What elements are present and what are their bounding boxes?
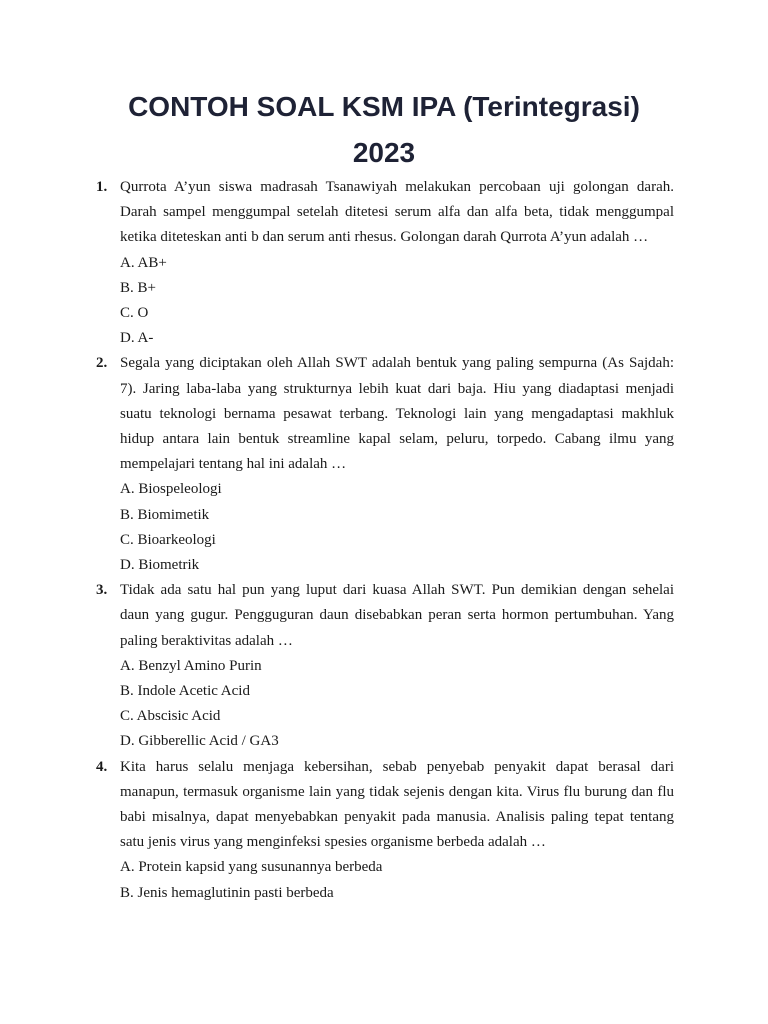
option-b: B. B+ [120,279,156,296]
question-number: 1. [96,179,108,195]
question-text: Segala yang diciptakan oleh Allah SWT adalah bentuk yang paling sempurna (As Sajdah: 7). Jaring laba-laba yang strukturnya lebih kuat dari baja. Hiu yang diadaptasi menjadi suatu teknologi bernama pesawat terbang. Teknologi lain yang mengadaptasi makhluk hidup antara lain bentuk streamline kapal selam, peluru, torpedo. Cabang ilmu yang mempelajari tentang hal ini adalah … [120,355,674,473]
question-1 [96,175,674,351]
question-number: 2. [96,355,108,372]
option-d: D. A- [120,330,154,347]
option-d: D. Biometrik [120,557,200,574]
option-a: A. Biospeleologi [120,481,222,498]
question-2 [96,351,674,578]
question-number: 4. [96,758,108,775]
option-b: B. Jenis hemaglutinin pasti berbeda [120,884,334,901]
option-c: C. Bioarkeologi [120,531,216,548]
option-d: D. Gibberellic Acid / GA3 [120,733,279,750]
option-a: A. Benzyl Amino Purin [120,657,262,674]
question-4 [96,755,674,906]
option-a: A. AB+ [120,254,167,271]
question-text: Tidak ada satu hal pun yang luput dari kuasa Allah SWT. Pun demikian dengan sehelai daun yang gugur. Pengguguran daun disebabkan peran serta hormon pertumbuhan. Yang paling beraktivitas adalah … [120,582,674,649]
question-3 [96,578,674,754]
option-c: C. O [120,305,149,322]
title-line-1: CONTOH SOAL KSM IPA (Terintegrasi) [128,91,640,122]
question-text: Kita harus selalu menjaga kebersihan, sebab penyebab penyakit dapat berasal dari manapun, termasuk organisme lain yang tidak sejenis dengan kita. Virus flu burung dan flu babi misalnya, dapat menyebabkan penyakit pada manusia. Analisis paling tepat tentang satu jenis virus yang menginfeksi spesies organisme berbeda adalah … [120,758,674,851]
option-b: B. Biomimetik [120,506,210,523]
title-line-2: 2023 [352,137,416,168]
question-list [96,175,674,906]
option-c: C. Abscisic Acid [120,708,221,725]
option-a: A. Protein kapsid yang susunannya berbeda [120,859,383,876]
question-text: Qurrota A’yun siswa madrasah Tsanawiyah melakukan percobaan uji golongan darah. Darah sampel menggumpal setelah ditetesi serum alfa dan alfa beta, tidak menggumpal ketika diteteskan anti b dan serum anti rhesus. Golongan darah Qurrota A’yun adalah … [120,179,674,246]
question-number: 3. [96,582,108,599]
option-b: B. Indole Acetic Acid [120,683,250,700]
page-title [60,84,708,176]
